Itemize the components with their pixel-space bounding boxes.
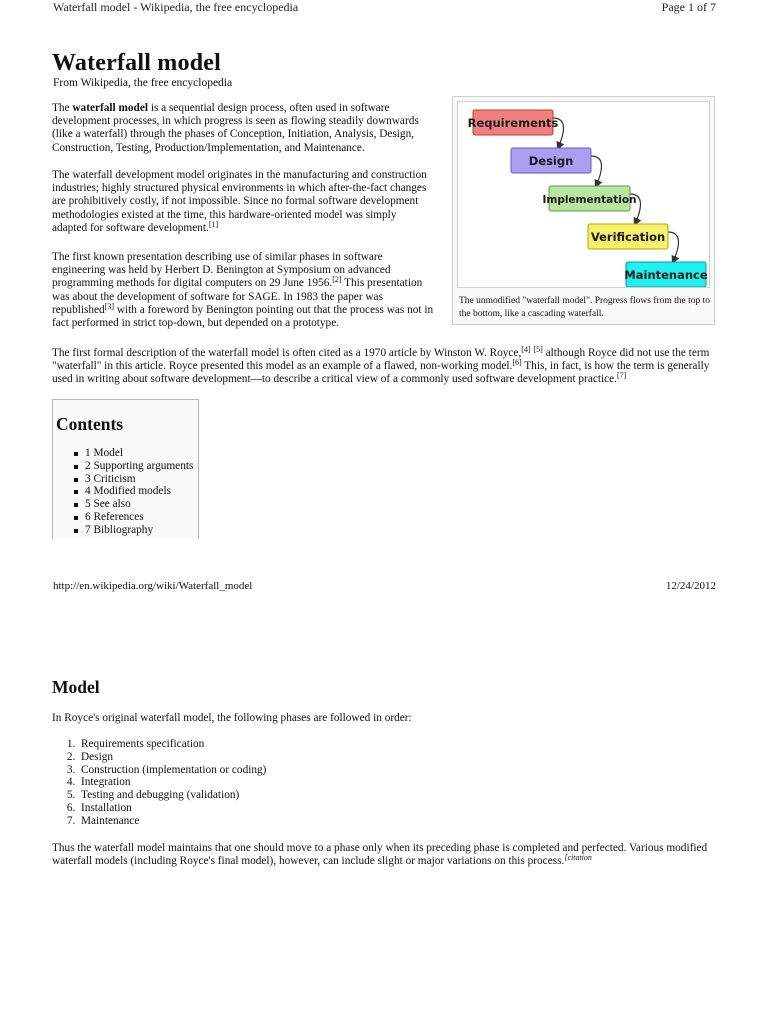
citation-link[interactable]: [6]	[512, 358, 522, 368]
page-title: Waterfall model	[52, 50, 221, 76]
phase-label: Implementation	[542, 194, 637, 206]
toc-item-number: 3	[85, 472, 91, 485]
p4-text-b: although Royce did not use the term "waterfall" in this article. Royce presented this model as an example of a flawed, non-working model.	[52, 347, 710, 373]
phase-item-label: Construction (implementation or coding)	[81, 763, 267, 776]
flow-arrow	[668, 232, 678, 262]
phase-item-label: Maintenance	[81, 814, 140, 827]
toc-item[interactable]	[73, 447, 193, 460]
p3-text-a: The first known presentation describing use of similar phases in software engineering was held by Herbert D. Benington at Symposium on advanced programming methods for digital computers on 29 June 1956.	[52, 251, 391, 290]
citation-link[interactable]: [2]	[332, 275, 342, 285]
figure-caption: The unmodified "waterfall model". Progress flows from the top to the bottom, like a cascading waterfall.	[459, 296, 711, 319]
table-of-contents	[52, 399, 199, 539]
citation-needed-link[interactable]: [citation	[564, 853, 592, 863]
print-header-title: Waterfall model - Wikipedia, the free encyclopedia	[53, 0, 299, 14]
flow-arrow	[591, 156, 601, 186]
section-heading-model: Model	[52, 677, 100, 697]
p3-text-b: This presentation was about the development of software for SAGE. In 1983 the paper was republished	[52, 277, 423, 316]
list-item: 2. Design	[66, 750, 114, 763]
toc-item-number: 2	[85, 459, 91, 472]
citation-link[interactable]: [3]	[104, 301, 115, 311]
citation-link[interactable]: [4]	[521, 345, 531, 354]
phase-item-label: Design	[81, 750, 114, 763]
phase-box-implementation	[542, 186, 636, 211]
toc-item-label[interactable]: Supporting arguments	[93, 459, 194, 472]
toc-item-label[interactable]: See also	[93, 498, 131, 511]
toc-item-number: 1	[85, 447, 91, 459]
toc-item-label[interactable]: Model	[93, 447, 123, 459]
phase-box-maintenance	[624, 262, 708, 287]
phase-item-label: Integration	[81, 776, 131, 789]
print-footer-url: http://en.wikipedia.org/wiki/Waterfall_model	[53, 580, 253, 592]
p3-text-c: with a foreword by Benington pointing out that the process was not in fact performed in strict top-down, but depended on a prototype.	[52, 303, 434, 330]
phase-box-requirements	[468, 110, 559, 135]
list-item: 4. Integration	[66, 776, 131, 789]
toc-item-number: 5	[85, 498, 91, 511]
toc-item-number: 7	[85, 523, 91, 536]
intro-paragraph-3	[52, 251, 437, 330]
intro-paragraph-4	[52, 347, 717, 387]
closing-text: Thus the waterfall model maintains that one should move to a phase only when its preceding phase is completed and perfected. Various modified waterfall models (including Royce's final model), however, can include slight or major variations on this process.	[52, 842, 708, 868]
p4-text-a: The first formal description of the waterfall model is often cited as a 1970 article by Winston W. Royce,	[52, 347, 522, 359]
toc-item-number: 4	[85, 485, 91, 498]
list-item: 6. Installation	[66, 801, 132, 814]
toc-item[interactable]	[73, 511, 193, 524]
list-item: 1. Requirements specification	[66, 738, 205, 750]
phase-item-label: Testing and debugging (validation)	[81, 789, 240, 802]
waterfall-figure	[452, 96, 715, 325]
toc-item-label[interactable]: References	[93, 510, 144, 523]
citation-link[interactable]: [1]	[208, 219, 219, 229]
p2-text: The waterfall development model originates in the manufacturing and construction industries; highly structured physical environments in which after-the-fact changes are prohibitively costly, if not impossible. Since no formal software development methodologies existed at the time, this hardware-oriented model was simply adapted for software development.	[52, 169, 427, 234]
phase-box-design	[511, 148, 591, 173]
toc-item[interactable]	[73, 498, 193, 511]
phase-label: Design	[528, 154, 574, 168]
citation-link[interactable]: [5]	[533, 345, 543, 354]
waterfall-diagram-image[interactable]	[457, 101, 710, 288]
p4-text-c: This, in fact, is how the term is generally used in writing about software development—to describe a critical view of a commonly used software development practice.	[52, 360, 710, 386]
phase-list	[52, 738, 266, 828]
p1-post: is a sequential design process, often used in software development processes, in which progress is seen as flowing steadily downwards (like a waterfall) through the phases of Conception, Initiation, Analysis, Design, Construction, Testing, Production/Implementation, and Maintenance.	[52, 102, 419, 154]
phase-item-label: Requirements specification	[81, 738, 205, 750]
print-footer-date: 12/24/2012	[665, 580, 716, 592]
toc-item-label[interactable]: Modified models	[93, 485, 171, 498]
waterfall-diagram	[458, 102, 709, 287]
page-subtitle: From Wikipedia, the free encyclopedia	[53, 77, 233, 89]
toc-item-label[interactable]: Criticism	[93, 472, 136, 485]
toc-item[interactable]	[73, 473, 193, 486]
phase-label: Verification	[590, 230, 666, 244]
model-intro-paragraph: In Royce's original waterfall model, the following phases are followed in order:	[52, 712, 412, 724]
phase-box-verification	[588, 224, 668, 249]
intro-paragraph-1	[52, 102, 432, 155]
p1-bold-term: waterfall model	[72, 102, 148, 114]
toc-list	[73, 447, 193, 537]
toc-item[interactable]	[73, 524, 193, 537]
print-header-page-number: Page 1 of 7	[661, 0, 716, 14]
phase-label: Requirements	[467, 116, 559, 130]
toc-item-number: 6	[85, 510, 91, 523]
p1-pre: The	[52, 102, 73, 114]
list-item: 3. Construction (implementation or coding)	[66, 763, 267, 776]
citation-link[interactable]: [7]	[616, 371, 627, 381]
intro-paragraph-2	[52, 169, 432, 235]
toc-title: Contents	[56, 414, 124, 434]
phase-label: Maintenance	[624, 268, 708, 282]
toc-item[interactable]	[73, 485, 193, 498]
list-item: 5. Testing and debugging (validation)	[66, 789, 240, 802]
toc-item-label[interactable]: Bibliography	[93, 523, 154, 536]
list-item: 7. Maintenance	[66, 814, 140, 827]
model-closing-paragraph	[52, 842, 717, 868]
phase-item-label: Installation	[81, 801, 132, 814]
toc-item[interactable]	[73, 460, 193, 473]
